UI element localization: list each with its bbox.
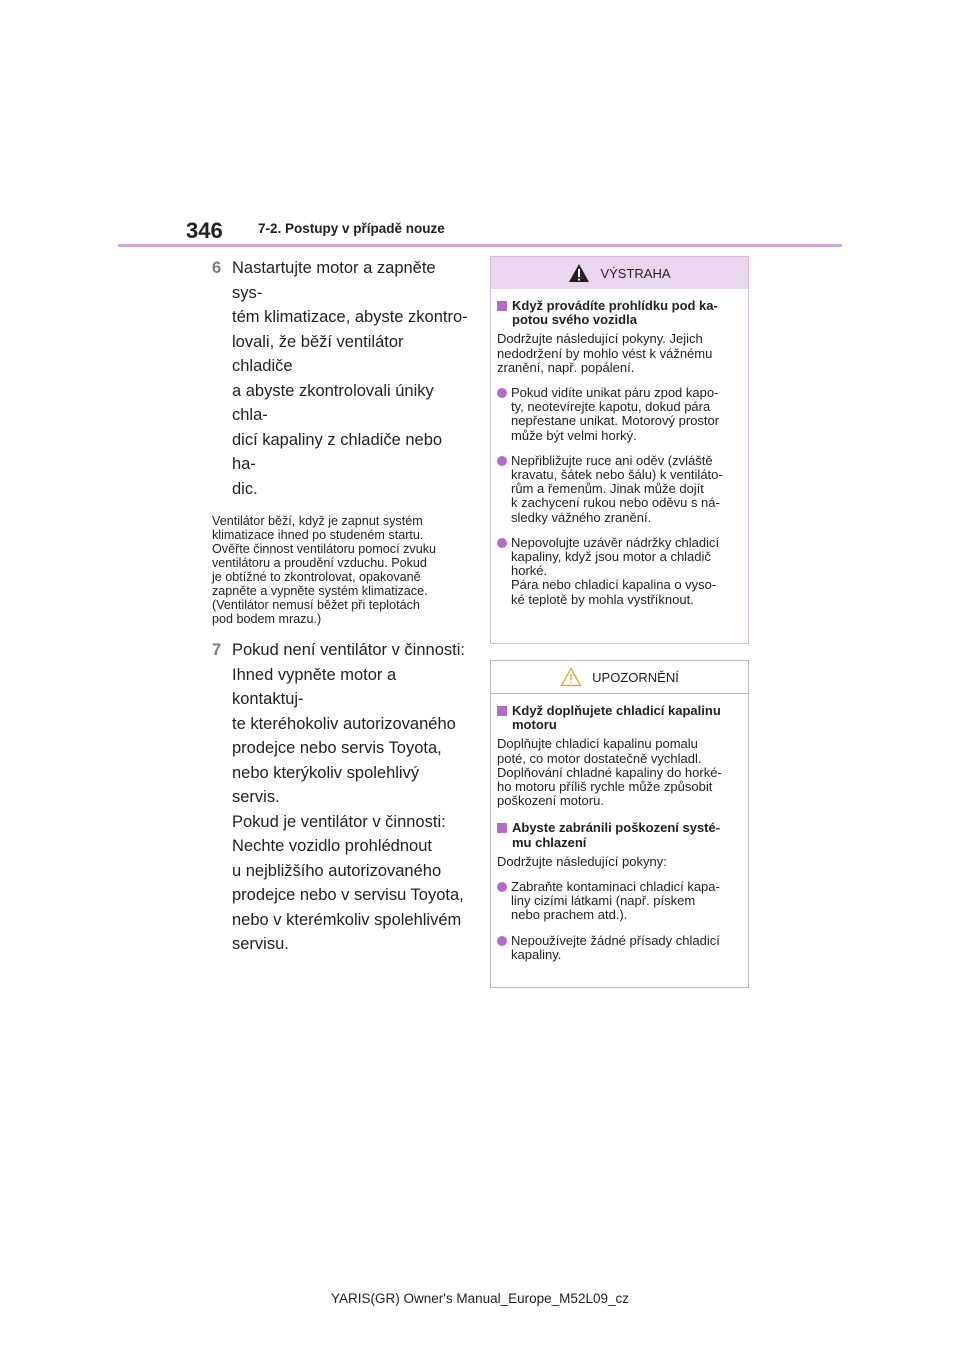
- warning-bullet: [497, 536, 744, 607]
- caution-header: [491, 661, 748, 694]
- caution-paragraph: Dodržujte následující pokyny:: [497, 853, 667, 869]
- round-bullet-icon: [497, 538, 507, 548]
- round-bullet-icon: [497, 388, 507, 398]
- round-bullet-icon: [497, 936, 507, 946]
- warning-title: VÝSTRAHA: [600, 265, 671, 281]
- warning-bullet: [497, 454, 744, 525]
- step-text: Nastartujte motor a zapněte sys- tém klimatizace, abyste zkontro- lovali, že běží ventilátor chladiče a abyste zkontrolovali úniky chla- dicí kapaliny z chladiče nebo ha- dic.: [232, 259, 468, 498]
- square-bullet-icon: [497, 301, 507, 311]
- round-bullet-icon: [497, 882, 507, 892]
- square-bullet-icon: [497, 706, 507, 716]
- subheading-text: Když doplňujete chladicí kapalinu motoru: [512, 703, 721, 733]
- warning-subheading: [497, 299, 744, 327]
- note-text: Ventilátor běží, když je zapnut systém klimatizace ihned po studeném startu. Ověřte činnost ventilátoru pomocí zvuku ventilátoru a proudění vzduchu. Pokud je obtížné to zkontrolovat, opakovaně zapněte a vypněte systém klimatizace. (Ventilátor nemusí běžet při teplotách pod bodem mrazu.): [212, 514, 436, 626]
- warning-icon: [568, 263, 590, 283]
- main-column: [212, 256, 468, 957]
- step-7: [212, 638, 468, 957]
- caution-icon: [560, 667, 582, 687]
- header-rule: [118, 244, 842, 247]
- caution-bullet: [497, 880, 744, 923]
- subheading-text: Abyste zabránili poškození systé- mu chlazení: [512, 820, 721, 850]
- warning-box: [490, 256, 749, 644]
- warning-intro: Dodržujte následující pokyny. Jejich nedodržení by mohlo vést k vážnému zranění, např. popálení.: [497, 331, 713, 375]
- bullet-text: Zabraňte kontaminaci chladicí kapa- liny cizími látkami (např. pískem nebo prachem atd.).: [511, 879, 720, 923]
- caution-box: [490, 660, 749, 988]
- bullet-text: Nepovolujte uzávěr nádržky chladicí kapaliny, když jsou motor a chladič horké. Pára nebo chladicí kapalina o vyso- ké teplotě by mohla vystříknout.: [511, 534, 720, 607]
- warning-header: [491, 257, 748, 289]
- step-number: 7: [212, 641, 222, 659]
- bullet-text: Nepřibližujte ruce ani oděv (zvláště kravatu, šátek nebo šálu) k ventiláto- rům a řemenům. Jinak může dojít k zachycení rukou nebo oděvu s ná- sledky vážného zranění.: [511, 452, 723, 525]
- caution-paragraph: Doplňujte chladicí kapalinu pomalu poté, co motor dostatečně vychladl. Doplňování chladné kapaliny do horké- ho motoru příliš rychle může způsobit poškození motoru.: [497, 736, 722, 809]
- square-bullet-icon: [497, 823, 507, 833]
- caution-title: UPOZORNĚNÍ: [592, 669, 679, 685]
- caution-subheading: [497, 704, 744, 732]
- subheading-text: Když provádíte prohlídku pod ka- potou svého vozidla: [512, 298, 718, 328]
- page-number: 346: [186, 218, 223, 243]
- bullet-text: Nepoužívejte žádné přísady chladicí kapaliny.: [511, 932, 720, 962]
- section-title: 7-2. Postupy v případě nouze: [258, 221, 445, 236]
- caution-subheading: [497, 821, 744, 849]
- warning-bullet: [497, 386, 744, 443]
- step-text: Pokud není ventilátor v činnosti: Ihned vypněte motor a kontaktuj- te kteréhokoliv autorizovaného prodejce nebo servis Toyota, nebo kterýkoliv spolehlivý servis. Pokud je ventilátor v činnosti: Nechte vozidlo prohlédnout u nejbližšího autorizovaného prodejce nebo v servisu Toyota, nebo v kterémkoliv spolehlivém servisu.: [232, 641, 465, 953]
- bullet-text: Pokud vidíte unikat páru zpod kapo- ty, neotevírejte kapotu, dokud pára nepřestane unikat. Motorový prostor může být velmi horký.: [511, 385, 720, 443]
- footer-text: YARIS(GR) Owner's Manual_Europe_M52L09_cz: [331, 1291, 629, 1306]
- step-6: [212, 256, 468, 501]
- step-number: 6: [212, 259, 222, 277]
- round-bullet-icon: [497, 456, 507, 466]
- caution-bullet: [497, 934, 744, 962]
